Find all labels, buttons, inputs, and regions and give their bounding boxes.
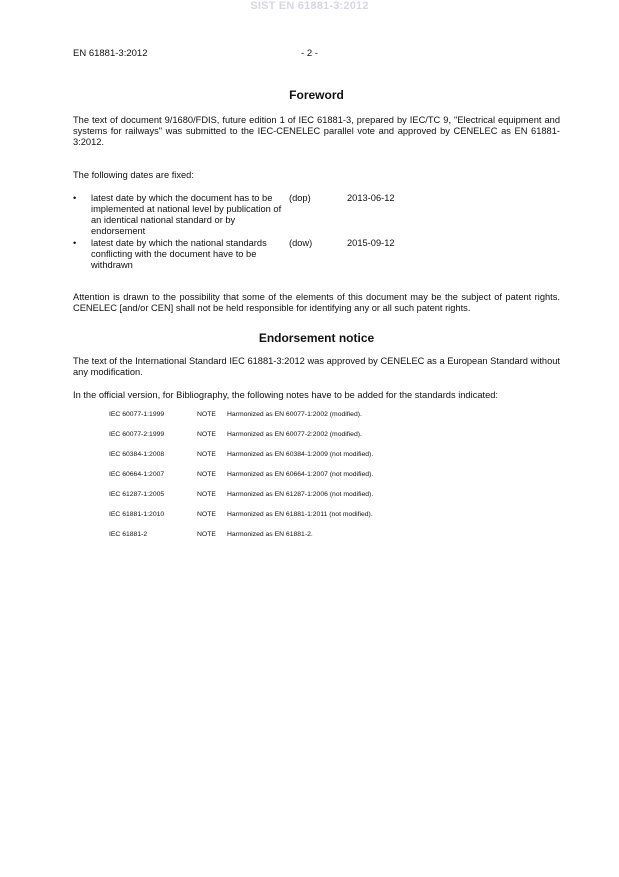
note-text: Harmonized as EN 60077-2:2002 (modified). — [227, 431, 362, 438]
note-ref: IEC 61881-1:2010 — [109, 511, 165, 518]
date-description: latest date by which the national standards conflicting with the document have to be withdrawn — [91, 238, 267, 270]
note-text: Harmonized as EN 61881-2. — [227, 531, 313, 538]
note-ref: IEC 61287-1:2005 — [109, 491, 165, 498]
endorsement-text: The text of the International Standard IEC 61881-3:2012 was approved by CENELEC as a European Standard without any modification. — [73, 356, 560, 377]
endorsement-title: Endorsement notice — [258, 331, 375, 345]
note-row — [109, 509, 560, 529]
bibliography-intro: In the official version, for Bibliography, the following notes have to be added for the standards indicated: — [73, 390, 498, 400]
page-number: - 2 - — [301, 48, 318, 59]
note-ref: IEC 60384-1:2008 — [109, 451, 165, 458]
watermark: SIST EN 61881-3:2012 — [250, 0, 369, 12]
date-code: (dow) — [289, 238, 313, 248]
dates-intro: The following dates are fixed: — [73, 170, 194, 180]
note-label: NOTE — [197, 451, 216, 458]
note-label: NOTE — [197, 431, 216, 438]
foreword-title: Foreword — [289, 88, 344, 102]
note-text: Harmonized as EN 60384-1:2009 (not modified). — [227, 451, 374, 458]
note-label: NOTE — [197, 411, 216, 418]
note-ref: IEC 60664-1:2007 — [109, 471, 165, 478]
note-text: Harmonized as EN 61881-1:2011 (not modified). — [227, 511, 373, 518]
page-content — [73, 88, 560, 549]
note-text: Harmonized as EN 61287-1:2006 (not modified). — [227, 491, 374, 498]
note-label: NOTE — [197, 511, 216, 518]
bibliography-notes — [109, 409, 560, 549]
bullet: • — [73, 238, 77, 248]
foreword-intro: The text of document 9/1680/FDIS, future edition 1 of IEC 61881-3, prepared by IEC/TC 9, "Electrical equipment and systems for railways" was submitted to the IEC-CENELEC parallel vote and approved by CENELEC as EN 61881-3:2012. — [73, 115, 560, 147]
bullet: • — [73, 193, 77, 203]
date-code: (dop) — [289, 193, 311, 203]
date-item-dow — [73, 238, 560, 271]
date-value: 2013-06-12 — [347, 193, 395, 203]
note-ref: IEC 60077-2:1999 — [109, 431, 165, 438]
note-text: Harmonized as EN 60664-1:2007 (not modified). — [227, 471, 374, 478]
note-row — [109, 409, 560, 429]
note-text: Harmonized as EN 60077-1:2002 (modified). — [227, 411, 362, 418]
note-row — [109, 429, 560, 449]
note-row — [109, 469, 560, 489]
note-label: NOTE — [197, 531, 216, 538]
dates-list — [73, 193, 560, 271]
note-label: NOTE — [197, 471, 216, 478]
note-row — [109, 529, 560, 549]
note-ref: IEC 61881-2 — [109, 531, 148, 538]
date-value: 2015-09-12 — [347, 238, 395, 248]
note-ref: IEC 60077-1:1999 — [109, 411, 165, 418]
note-label: NOTE — [197, 491, 216, 498]
date-description: latest date by which the document has to be implemented at national level by publication of an identical national standard or by endorsement — [91, 193, 282, 236]
patent-attention: Attention is drawn to the possibility that some of the elements of this document may be the subject of patent rights. CENELEC [and/or CEN] shall not be held responsible for identifying any or all such patent rights. — [73, 292, 560, 313]
document-id: EN 61881-3:2012 — [73, 48, 148, 59]
note-row — [109, 489, 560, 509]
date-item-dop — [73, 193, 560, 237]
note-row — [109, 449, 560, 469]
